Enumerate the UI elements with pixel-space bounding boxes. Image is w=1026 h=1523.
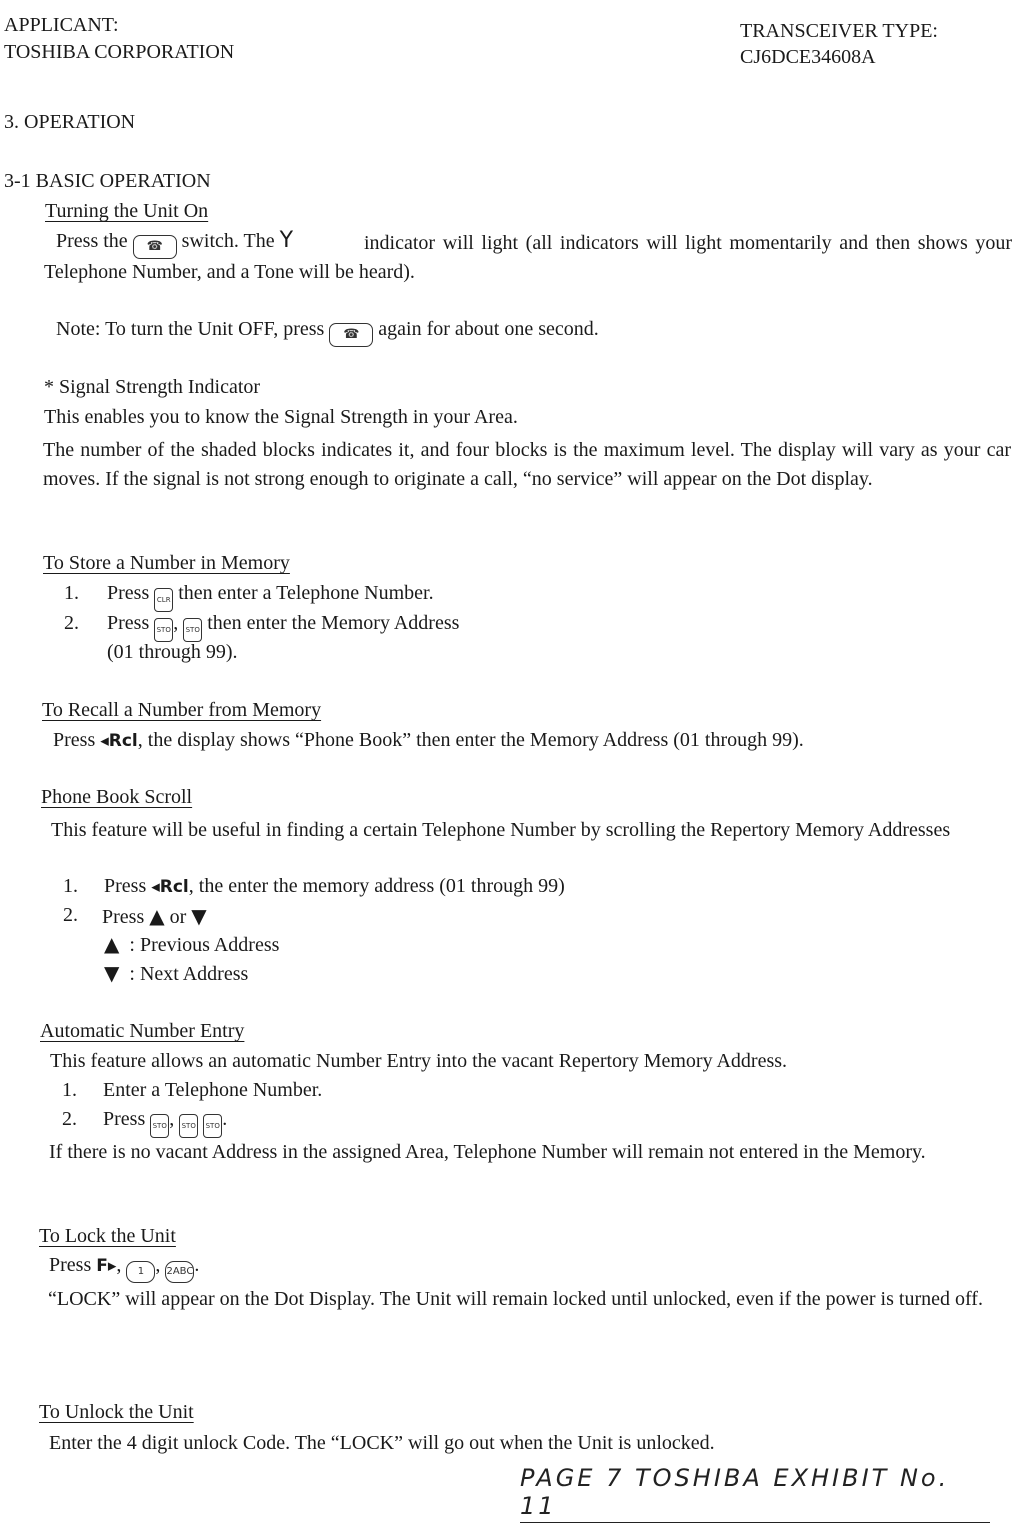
lock-heading: To Lock the Unit (39, 1225, 176, 1247)
unlock-heading: To Unlock the Unit (39, 1401, 194, 1423)
transceiver-type-value: CJ6DCE34608A (740, 46, 876, 68)
up-arrow-icon: ▲ (149, 904, 165, 928)
key-1-icon: 1 (126, 1261, 155, 1283)
recall-key-icon: ◂Rcl (151, 877, 189, 897)
recall-heading: To Recall a Number from Memory (42, 699, 322, 721)
store-item1-num: 1. (64, 582, 79, 604)
turning-on-line1: Press the ☎ switch. The Y (56, 228, 293, 259)
auto-item2: Press STO , STO STO . (103, 1108, 227, 1138)
sto-key-icon: STO (154, 618, 173, 642)
signal-line1: This enables you to know the Signal Strength in your Area. (44, 406, 518, 428)
signal-heading: * Signal Strength Indicator (44, 376, 261, 398)
lock-paragraph: “LOCK” will appear on the Dot Display. The Unit will remain locked until unlocked, even if the power is turned off. (48, 1288, 983, 1310)
scroll-prev: ▲ : Previous Address (104, 932, 280, 956)
auto-heading: Automatic Number Entry (40, 1020, 245, 1042)
section-title: 3. OPERATION (4, 111, 136, 133)
turning-on-heading: Turning the Unit On (45, 200, 209, 222)
auto-item1: Enter a Telephone Number. (103, 1079, 323, 1101)
auto-item2-num: 2. (62, 1108, 77, 1130)
scroll-heading: Phone Book Scroll (41, 786, 193, 808)
handwritten-exhibit-label: PAGE 7 TOSHIBA EXHIBIT No. 11 (520, 1464, 990, 1523)
applicant-name: TOSHIBA CORPORATION (4, 41, 235, 63)
sto-key-icon: STO (183, 618, 202, 642)
scroll-next: ▼ : Next Address (104, 961, 249, 985)
down-arrow-icon: ▼ (191, 904, 207, 928)
antenna-icon: Y (279, 228, 294, 253)
up-arrow-icon: ▲ (104, 932, 120, 956)
sto-key-icon: STO (179, 1114, 198, 1138)
sto-key-icon: STO (203, 1114, 222, 1138)
key-2-icon: 2ABC (165, 1261, 194, 1283)
clr-key-icon: CLR (154, 588, 173, 612)
auto-item1-num: 1. (62, 1079, 77, 1101)
auto-line1: This feature allows an automatic Number Entry into the vacant Repertory Memory Address. (50, 1050, 788, 1072)
scroll-item2: Press ▲ or ▼ (102, 904, 207, 928)
store-item2-num: 2. (64, 612, 79, 634)
scroll-paragraph: This feature will be useful in finding a certain Telephone Number by scrolling the Repertory Memory Addresses (51, 819, 951, 841)
store-heading: To Store a Number in Memory (43, 552, 290, 574)
turning-off-note: Note: To turn the Unit OFF, press ☎ again for about one second. (56, 318, 599, 347)
scroll-item1-num: 1. (63, 875, 78, 897)
power-key-icon: ☎ (329, 323, 373, 347)
store-item2-range: (01 through 99). (107, 641, 238, 663)
recall-line: Press ◂Rcl, the display shows “Phone Book” then enter the Memory Address (01 through 99). (53, 729, 804, 751)
unlock-line: Enter the 4 digit unlock Code. The “LOCK” will go out when the Unit is unlocked. (49, 1432, 715, 1454)
auto-paragraph: If there is no vacant Address in the assigned Area, Telephone Number will remain not entered in the Memory. (49, 1141, 926, 1163)
store-item2: Press STO , STO then enter the Memory Address (107, 612, 459, 642)
turning-on-paragraph: indicator will light (all indicators will light momentarily and then shows your Telephone Number, and a Tone will be heard). (44, 232, 1012, 283)
subsection-title: 3-1 BASIC OPERATION (4, 170, 211, 192)
down-arrow-icon: ▼ (104, 961, 120, 985)
function-key-icon: F▸ (96, 1256, 117, 1276)
applicant-label: APPLICANT: (4, 14, 119, 36)
transceiver-type-label: TRANSCEIVER TYPE: (740, 20, 938, 42)
power-key-icon: ☎ (133, 235, 177, 259)
store-item1: Press CLR then enter a Telephone Number. (107, 582, 434, 612)
scroll-item1: Press ◂Rcl, the enter the memory address (01 through 99) (104, 875, 565, 897)
recall-key-icon: ◂Rcl (100, 731, 138, 751)
lock-line: Press F▸, 1 , 2ABC. (49, 1254, 199, 1283)
scroll-item2-num: 2. (63, 904, 78, 926)
signal-paragraph: The number of the shaded blocks indicates it, and four blocks is the maximum level. The display will vary as your car moves. If the signal is not strong enough to originate a call, “no service” will appear on the Dot display. (43, 439, 1011, 490)
sto-key-icon: STO (150, 1114, 169, 1138)
